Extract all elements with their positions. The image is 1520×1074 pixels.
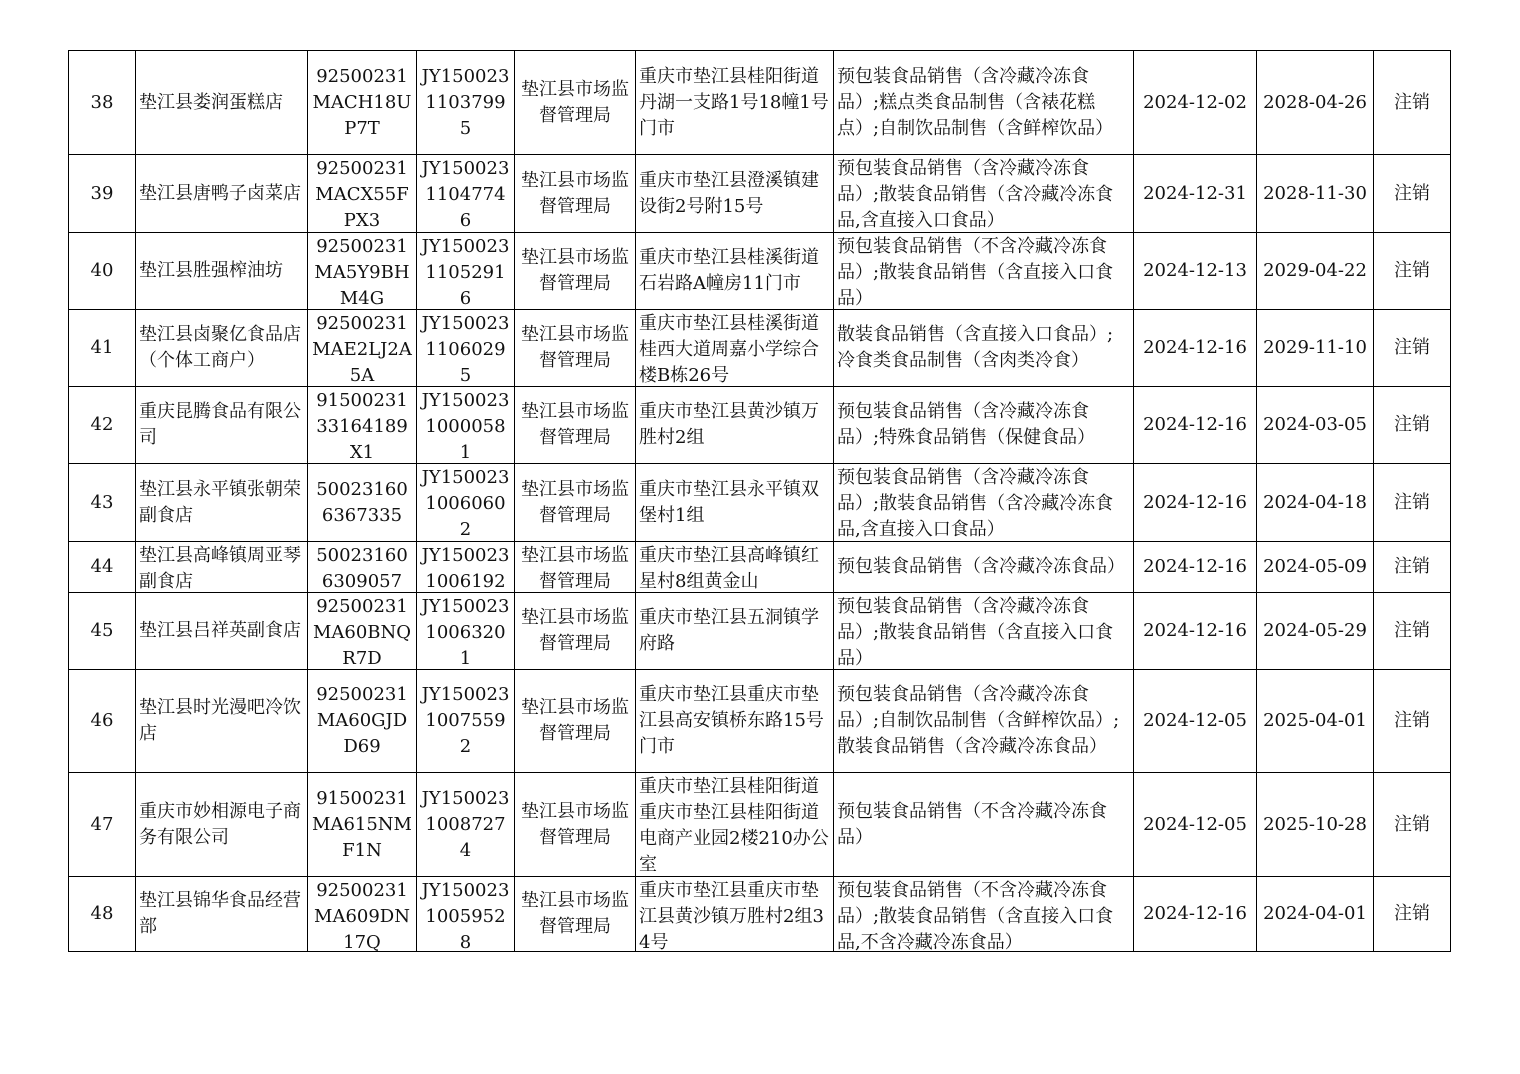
issue-date-text: 2024-12-16 — [1143, 620, 1247, 641]
expiry-date — [1257, 877, 1374, 952]
business-scope — [834, 155, 1134, 233]
status — [1374, 310, 1451, 387]
table-row — [69, 593, 1451, 670]
expiry-date-text: 2024-04-18 — [1263, 491, 1367, 513]
status-text: 注销 — [1394, 710, 1430, 731]
issuing-authority — [515, 233, 636, 310]
issue-date-text: 2024-12-16 — [1143, 556, 1247, 577]
row-number-text: 47 — [90, 813, 114, 835]
business-name-text: 垫江县吕祥英副食店 — [139, 620, 301, 641]
issuing-authority — [515, 464, 636, 542]
issuing-authority-text: 垫江县市场监督管理局 — [521, 247, 629, 294]
expiry-date — [1257, 310, 1374, 387]
status-text: 注销 — [1394, 491, 1430, 513]
expiry-date — [1257, 542, 1374, 593]
issue-date — [1134, 310, 1257, 387]
credit-code — [308, 464, 417, 542]
row-number — [69, 310, 136, 387]
business-address-text: 重庆市垫江县桂溪街道桂西大道周嘉小学综合楼B栋26号 — [639, 312, 819, 386]
business-address-text: 重庆市垫江县桂溪街道石岩路A幢房11门市 — [639, 247, 819, 294]
license-number-text: JY1500231006192 — [421, 544, 510, 592]
business-scope — [834, 670, 1134, 773]
expiry-date-text: 2024-05-09 — [1263, 556, 1367, 577]
business-address-text: 重庆市垫江县重庆市垫江县高安镇桥东路15号门市 — [639, 684, 824, 757]
row-number — [69, 51, 136, 155]
row-number — [69, 877, 136, 952]
business-scope-text: 预包装食品销售（不含冷藏冷冻食品）;散装食品销售（含直接入口食品,不含冷藏冷冻食品） — [837, 879, 1114, 951]
business-address-text: 重庆市垫江县重庆市垫江县黄沙镇万胜村2组34号 — [639, 879, 824, 951]
business-scope-text: 预包装食品销售（含冷藏冷冻食品）;自制饮品制售（含鲜榨饮品）;散装食品销售（含冷藏冷冻食品） — [837, 684, 1120, 757]
business-scope — [834, 877, 1134, 952]
row-number — [69, 670, 136, 773]
status — [1374, 51, 1451, 155]
business-name-text: 垫江县娄润蛋糕店 — [139, 91, 283, 113]
table-row — [69, 670, 1451, 773]
expiry-date — [1257, 670, 1374, 773]
status-text: 注销 — [1394, 260, 1430, 281]
issuing-authority-text: 垫江县市场监督管理局 — [521, 697, 629, 744]
table-row — [69, 233, 1451, 310]
expiry-date — [1257, 593, 1374, 670]
business-scope-text: 预包装食品销售（含冷藏冷冻食品）;散装食品销售（含冷藏冷冻食品,含直接入口食品） — [837, 157, 1114, 231]
business-name — [136, 670, 308, 773]
table-row — [69, 773, 1451, 877]
business-address-text: 重庆市垫江县桂阳街道重庆市垫江县桂阳街道电商产业园2楼210办公室 — [639, 775, 829, 875]
table-row — [69, 155, 1451, 233]
table-row — [69, 51, 1451, 155]
business-scope-text: 预包装食品销售（含冷藏冷冻食品）;散装食品销售（含直接入口食品） — [837, 595, 1114, 669]
business-name-text: 重庆昆腾食品有限公司 — [139, 401, 301, 448]
credit-code — [308, 593, 417, 670]
credit-code-text: 92500231MAE2LJ2A5A — [312, 312, 412, 386]
business-name-text: 垫江县时光漫吧冷饮店 — [139, 697, 301, 744]
business-address — [636, 542, 834, 593]
license-number-text: JY15002311047746 — [421, 157, 510, 231]
issue-date — [1134, 593, 1257, 670]
business-address-text: 重庆市垫江县澄溪镇建设街2号附15号 — [639, 169, 819, 217]
business-scope — [834, 51, 1134, 155]
row-number — [69, 593, 136, 670]
credit-code-text: 92500231MA5Y9BHM4G — [314, 235, 410, 309]
table-row — [69, 542, 1451, 593]
business-address-text: 重庆市垫江县永平镇双堡村1组 — [639, 478, 819, 526]
expiry-date-text: 2028-11-30 — [1263, 182, 1367, 204]
business-scope — [834, 387, 1134, 464]
business-name — [136, 773, 308, 877]
license-number — [417, 773, 515, 877]
row-number-text: 39 — [90, 182, 114, 204]
issuing-authority — [515, 155, 636, 233]
issue-date-text: 2024-12-02 — [1143, 91, 1247, 113]
issuing-authority — [515, 387, 636, 464]
row-number-text: 41 — [90, 337, 114, 358]
credit-code-text: 92500231MA60BNQR7D — [312, 595, 412, 669]
issuing-authority-text: 垫江县市场监督管理局 — [521, 800, 629, 848]
business-address — [636, 310, 834, 387]
status — [1374, 233, 1451, 310]
business-name — [136, 233, 308, 310]
license-number-text: JY15002311060295 — [421, 312, 510, 386]
expiry-date — [1257, 387, 1374, 464]
credit-code — [308, 387, 417, 464]
license-number-text: JY15002310000581 — [421, 389, 510, 463]
issuing-authority — [515, 51, 636, 155]
expiry-date-text: 2028-04-26 — [1263, 91, 1367, 113]
license-number — [417, 387, 515, 464]
issue-date — [1134, 773, 1257, 877]
issuing-authority-text: 垫江县市场监督管理局 — [521, 544, 629, 592]
row-number-text: 38 — [90, 91, 114, 113]
table-row — [69, 877, 1451, 952]
business-address — [636, 670, 834, 773]
issuing-authority — [515, 877, 636, 952]
issue-date-text: 2024-12-16 — [1143, 414, 1247, 435]
license-cancellation-table — [68, 50, 1451, 952]
business-scope — [834, 773, 1134, 877]
license-number — [417, 464, 515, 542]
business-name-text: 垫江县永平镇张朝荣副食店 — [139, 478, 301, 526]
credit-code — [308, 310, 417, 387]
credit-code — [308, 877, 417, 952]
credit-code — [308, 51, 417, 155]
business-name-text: 垫江县唐鸭子卤菜店 — [139, 182, 301, 204]
issue-date-text: 2024-12-16 — [1143, 337, 1247, 358]
credit-code — [308, 773, 417, 877]
business-name-text: 垫江县高峰镇周亚琴副食店 — [139, 544, 301, 592]
business-scope-text: 预包装食品销售（不含冷藏冷冻食品） — [837, 800, 1107, 848]
issue-date — [1134, 233, 1257, 310]
business-address — [636, 51, 834, 155]
credit-code — [308, 542, 417, 593]
issue-date-text: 2024-12-31 — [1143, 182, 1247, 204]
business-name — [136, 51, 308, 155]
expiry-date-text: 2029-11-10 — [1263, 337, 1367, 358]
expiry-date — [1257, 233, 1374, 310]
business-scope — [834, 542, 1134, 593]
row-number-text: 44 — [90, 556, 114, 577]
credit-code — [308, 155, 417, 233]
business-scope-text: 预包装食品销售（含冷藏冷冻食品）;散装食品销售（含冷藏冷冻食品,含直接入口食品） — [837, 466, 1114, 540]
issuing-authority-text: 垫江县市场监督管理局 — [521, 478, 629, 526]
license-number-text: JY15002311037995 — [421, 65, 510, 139]
row-number — [69, 542, 136, 593]
expiry-date-text: 2024-05-29 — [1263, 620, 1367, 641]
business-address — [636, 387, 834, 464]
status-text: 注销 — [1394, 556, 1430, 577]
expiry-date-text: 2025-04-01 — [1263, 710, 1367, 731]
credit-code-text: 9150023133164189X1 — [316, 389, 408, 463]
issuing-authority-text: 垫江县市场监督管理局 — [521, 607, 629, 654]
license-number-text: JY15002310063201 — [421, 595, 510, 669]
table-row — [69, 387, 1451, 464]
table-row — [69, 310, 1451, 387]
expiry-date-text: 2029-04-22 — [1263, 260, 1367, 281]
row-number-text: 48 — [90, 903, 114, 924]
business-scope-text: 散装食品销售（含直接入口食品）;冷食类食品制售（含肉类冷食） — [837, 324, 1114, 371]
business-name-text: 垫江县锦华食品经营部 — [139, 890, 301, 937]
license-number-text: JY15002310087274 — [421, 787, 510, 861]
issue-date — [1134, 51, 1257, 155]
issue-date — [1134, 155, 1257, 233]
status-text: 注销 — [1394, 903, 1430, 924]
row-number-text: 45 — [90, 620, 114, 641]
status — [1374, 387, 1451, 464]
business-address — [636, 593, 834, 670]
business-scope — [834, 233, 1134, 310]
status — [1374, 877, 1451, 952]
credit-code-text: 92500231MA609DN17Q — [314, 879, 410, 951]
issue-date — [1134, 464, 1257, 542]
business-name-text: 重庆市妙相源电子商务有限公司 — [139, 800, 301, 848]
license-number — [417, 593, 515, 670]
business-name — [136, 464, 308, 542]
business-name — [136, 877, 308, 952]
credit-code-text: 92500231MACX55FPX3 — [315, 157, 409, 231]
row-number-text: 40 — [90, 260, 114, 281]
license-number — [417, 310, 515, 387]
business-address — [636, 233, 834, 310]
row-number — [69, 773, 136, 877]
issue-date — [1134, 542, 1257, 593]
business-scope — [834, 464, 1134, 542]
expiry-date — [1257, 155, 1374, 233]
issue-date — [1134, 877, 1257, 952]
license-number — [417, 155, 515, 233]
status — [1374, 593, 1451, 670]
issuing-authority-text: 垫江县市场监督管理局 — [521, 78, 629, 126]
issuing-authority — [515, 593, 636, 670]
business-scope-text: 预包装食品销售（含冷藏冷冻食品） — [837, 556, 1125, 577]
expiry-date-text: 2025-10-28 — [1263, 813, 1367, 835]
issue-date-text: 2024-12-13 — [1143, 260, 1247, 281]
license-number — [417, 670, 515, 773]
issue-date-text: 2024-12-05 — [1143, 813, 1247, 835]
issuing-authority — [515, 670, 636, 773]
business-scope-text: 预包装食品销售（不含冷藏冷冻食品）;散装食品销售（含直接入口食品） — [837, 235, 1114, 309]
license-number — [417, 877, 515, 952]
business-address — [636, 877, 834, 952]
status-text: 注销 — [1394, 620, 1430, 641]
business-scope-text: 预包装食品销售（含冷藏冷冻食品）;糕点类食品制售（含裱花糕点）;自制饮品制售（含鲜榨饮品） — [837, 65, 1114, 139]
credit-code-text: 500231606309057 — [316, 544, 408, 592]
license-number-text: JY15002310059528 — [421, 879, 510, 951]
status — [1374, 670, 1451, 773]
business-scope-text: 预包装食品销售（含冷藏冷冻食品）;特殊食品销售（保健食品） — [837, 401, 1096, 448]
credit-code-text: 92500231MACH18UP7T — [312, 65, 412, 139]
row-number-text: 43 — [90, 491, 114, 513]
business-name — [136, 593, 308, 670]
license-number — [417, 51, 515, 155]
business-name — [136, 310, 308, 387]
business-scope — [834, 593, 1134, 670]
business-address — [636, 773, 834, 877]
issuing-authority-text: 垫江县市场监督管理局 — [521, 401, 629, 448]
business-name-text: 垫江县胜强榨油坊 — [139, 260, 283, 281]
business-address — [636, 155, 834, 233]
status — [1374, 773, 1451, 877]
issuing-authority-text: 垫江县市场监督管理局 — [521, 169, 629, 217]
row-number — [69, 464, 136, 542]
credit-code — [308, 670, 417, 773]
business-name-text: 垫江县卤聚亿食品店（个体工商户） — [139, 324, 301, 371]
credit-code-text: 92500231MA60GJDD69 — [316, 684, 408, 757]
issuing-authority-text: 垫江县市场监督管理局 — [521, 324, 629, 371]
license-number — [417, 233, 515, 310]
license-number-text: JY15002311052916 — [421, 235, 510, 309]
business-address-text: 重庆市垫江县黄沙镇万胜村2组 — [639, 401, 819, 448]
issuing-authority — [515, 773, 636, 877]
business-address — [636, 464, 834, 542]
issue-date-text: 2024-12-05 — [1143, 710, 1247, 731]
status — [1374, 155, 1451, 233]
row-number — [69, 233, 136, 310]
status-text: 注销 — [1394, 813, 1430, 835]
status-text: 注销 — [1394, 91, 1430, 113]
business-name — [136, 155, 308, 233]
status-text: 注销 — [1394, 337, 1430, 358]
status-text: 注销 — [1394, 182, 1430, 204]
issuing-authority — [515, 310, 636, 387]
credit-code — [308, 233, 417, 310]
credit-code-text: 91500231MA615NMF1N — [312, 787, 412, 861]
expiry-date-text: 2024-04-01 — [1263, 903, 1367, 924]
business-address-text: 重庆市垫江县桂阳街道丹湖一支路1号18幢1号门市 — [639, 65, 829, 139]
license-number-text: JY15002310075592 — [421, 684, 510, 757]
status — [1374, 464, 1451, 542]
expiry-date — [1257, 773, 1374, 877]
business-name — [136, 542, 308, 593]
expiry-date-text: 2024-03-05 — [1263, 414, 1367, 435]
issue-date — [1134, 670, 1257, 773]
issue-date-text: 2024-12-16 — [1143, 491, 1247, 513]
table-row — [69, 464, 1451, 542]
business-scope — [834, 310, 1134, 387]
row-number-text: 46 — [90, 710, 114, 731]
issuing-authority-text: 垫江县市场监督管理局 — [521, 890, 629, 937]
expiry-date — [1257, 51, 1374, 155]
business-address-text: 重庆市垫江县高峰镇红星村8组黄金山 — [639, 544, 819, 592]
license-number-text: JY15002310060602 — [421, 466, 510, 540]
expiry-date — [1257, 464, 1374, 542]
row-number — [69, 155, 136, 233]
row-number-text: 42 — [90, 414, 114, 435]
credit-code-text: 500231606367335 — [316, 478, 408, 526]
license-number — [417, 542, 515, 593]
business-name — [136, 387, 308, 464]
issue-date — [1134, 387, 1257, 464]
issue-date-text: 2024-12-16 — [1143, 903, 1247, 924]
status — [1374, 542, 1451, 593]
row-number — [69, 387, 136, 464]
business-address-text: 重庆市垫江县五洞镇学府路 — [639, 607, 819, 654]
issuing-authority — [515, 542, 636, 593]
status-text: 注销 — [1394, 414, 1430, 435]
